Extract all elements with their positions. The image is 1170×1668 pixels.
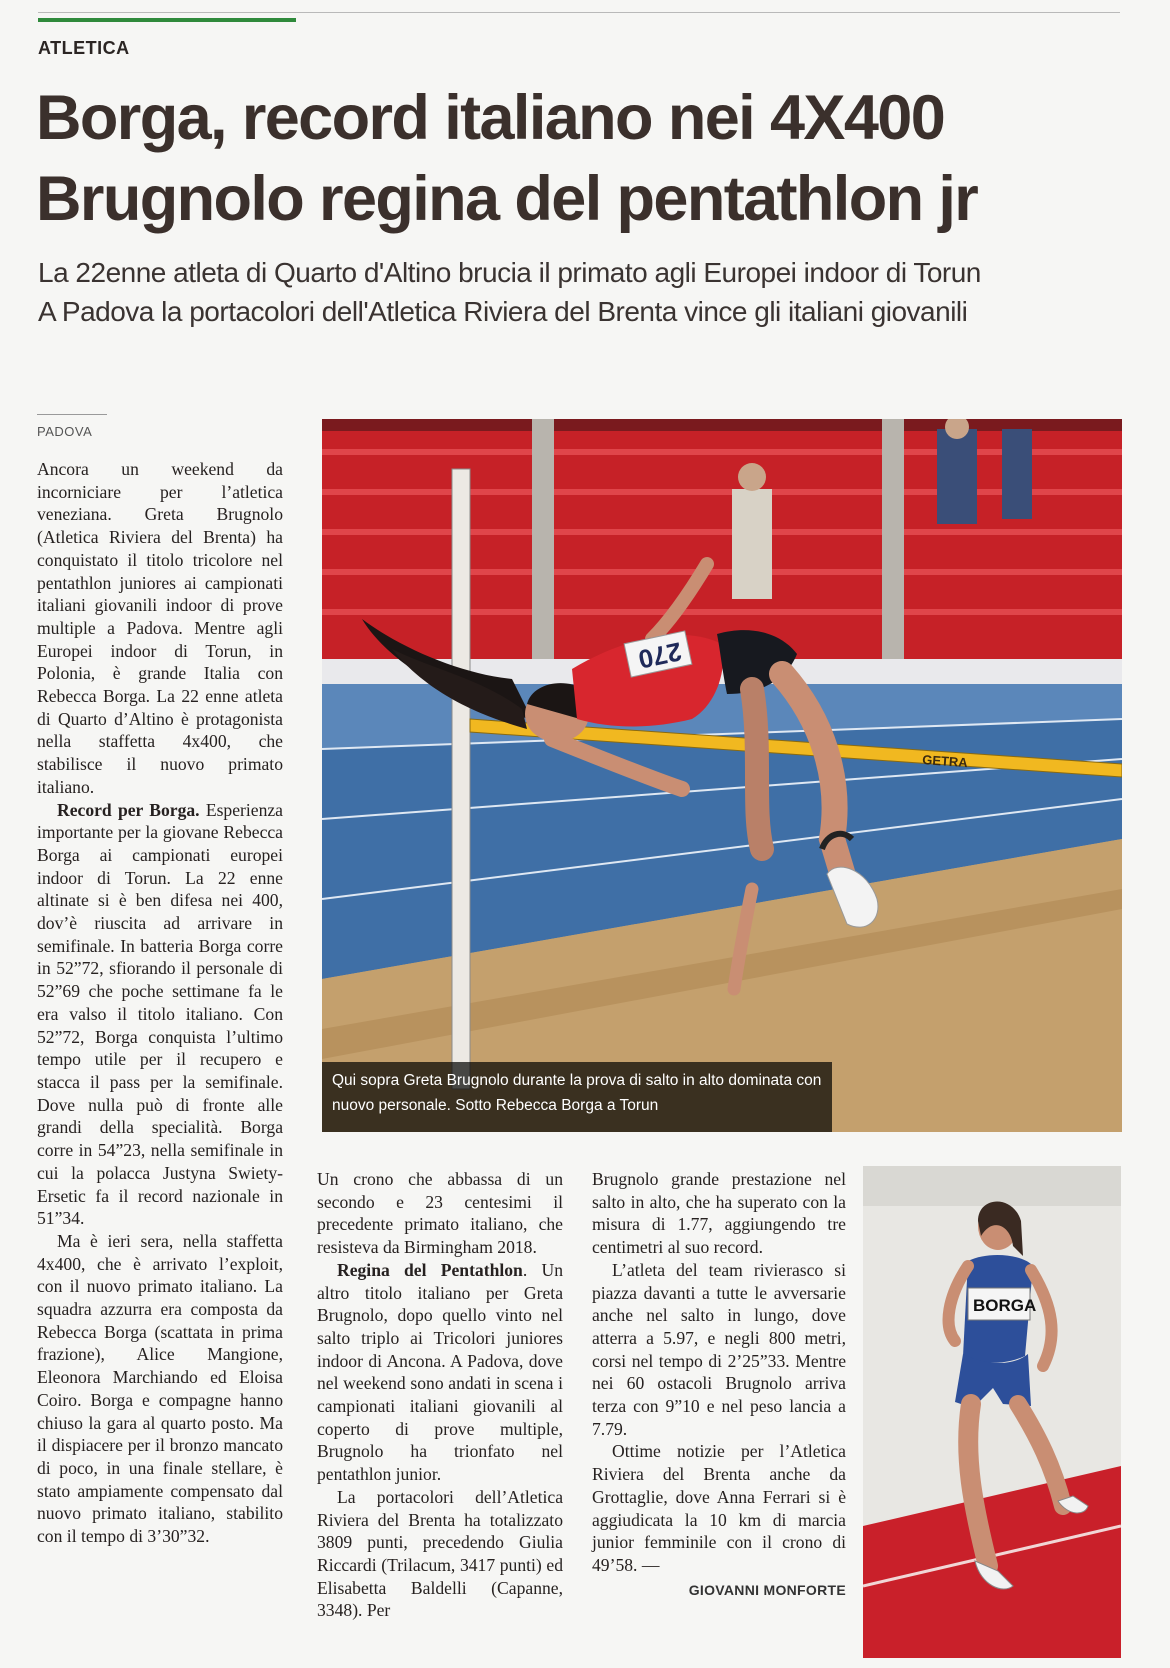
paragraph-text: . Un altro titolo italiano per Greta Brugnolo, dopo quello vinto nel salto triplo ai Tricolori juniores indoor di Ancona. A Padova, dove nel weekend sono andati in scena i campionati italiani giovanili al coperto di prove multiple, Brugnolo ha trionfato nel pentathlon junior.	[317, 1259, 563, 1485]
secondary-photo	[863, 1166, 1121, 1658]
crossbar-brand: GETRA	[921, 752, 969, 771]
subhead-lead: Regina del Pentathlon	[337, 1259, 523, 1280]
paragraph: Brugnolo grande prestazione nel salto in alto, che ha superato con la misura di 1.77, aggiungendo tre centimetri al suo record.	[592, 1169, 846, 1258]
runner-illustration	[863, 1166, 1121, 1658]
photo-caption: Qui sopra Greta Brugnolo durante la prova di salto in alto dominata con nuovo personale. Sotto Rebecca Borga a Torun	[322, 1062, 832, 1132]
paragraph: La portacolori dell’Atletica Riviera del Brenta ha totalizzato 3809 punti, precedendo Giulia Riccardi (Trilacum, 3417 punti) ed Elisabetta Baldelli (Capanne, 3348). Per	[317, 1486, 563, 1621]
article-column-3	[592, 1168, 846, 1648]
section-label: ATLETICA	[38, 38, 130, 58]
article-column-2	[317, 1168, 563, 1648]
subheadline	[38, 253, 1138, 331]
bib-number: 270	[635, 636, 685, 675]
high-jump-standard	[452, 469, 470, 1089]
subheadline-line-2: A Padova la portacolori dell'Atletica Riviera del Brenta vince gli italiani giovanili	[38, 296, 968, 327]
article-column-1	[37, 458, 283, 1658]
top-rule	[38, 12, 1120, 13]
main-photo	[322, 419, 1122, 1132]
headline-line-2: Brugnolo regina del pentathlon jr	[36, 164, 978, 234]
subhead-lead: Record per Borga.	[57, 799, 200, 820]
subheadline-line-1: La 22enne atleta di Quarto d'Altino brucia il primato agli Europei indoor di Torun	[38, 257, 981, 288]
high-jump-illustration	[322, 419, 1122, 1132]
paragraph: Un crono che abbassa di un secondo e 23 centesimi il precedente primato italiano, che resisteva da Birmingham 2018.	[317, 1169, 563, 1258]
paragraph: L’atleta del team rivierasco si piazza davanti a tutte le avversarie anche nel salto in lungo, dove atterra a 5.97, e negli 800 metri, corsi nel tempo di 2’25”33. Mentre nei 60 ostacoli Brugnolo arriva terza con 9”10 e nel peso lancia a 7.79.	[592, 1259, 846, 1439]
paragraph: Ottime notizie per l’Atletica Riviera del Brenta anche da Grottaglie, dove Anna Ferrari si è aggiudicata la 10 km di marcia junior femminile con il crono di 49’58. —	[592, 1441, 846, 1575]
dateline-rule	[37, 414, 107, 415]
paragraph: Ancora un weekend da incorniciare per l’atletica veneziana. Greta Brugnolo (Atletica Riviera del Brenta) ha conquistato il titolo tricolore nel pentathlon juniores ai campionati italiani giovanili indoor di prove multiple a Padova. Mentre agli Europei indoor di Torun, in Polonia, è grande Italia con Rebecca Borga. La 22 enne atleta di Quarto d’Altino è protagonista nella staffetta 4x400, che stabilisce il nuovo primato italiano.	[37, 459, 283, 797]
paragraph	[37, 799, 283, 1230]
section-accent-bar	[38, 18, 296, 22]
paragraph-text: Esperienza importante per la giovane Rebecca Borga ai campionati europei indoor di Torun. La 22 enne altinate si è ben difesa nei 400, dov’è riuscita ad arrivare in semifinale. In batteria Borga corre in 52”72, sfiorando il personale di 52”69 che poche settimane fa le era valso il titolo italiano. Con 52”72, Borga conquista l’ultimo tempo utile per il recupero e stacca il pass per la semifinale. Dove nulla può di fronte alle grandi della specialità. Borga corre in 54”23, nella semifinale in cui la polacca Justyna Swiety-Ersetic fa il record nazionale in 51”34.	[37, 799, 283, 1229]
headline	[36, 78, 1136, 240]
runner-bib-name: BORGA	[973, 1296, 1037, 1315]
dateline: PADOVA	[37, 424, 93, 439]
paragraph: Ma è ieri sera, nella staffetta 4x400, che è arrivato l’exploit, con il nuovo primato italiano. La squadra azzurra era composta da Rebecca Borga (scattata in prima frazione), Alice Mangione, Eleonora Marchiando ed Eloisa Coiro. Borga e compagne hanno chiuso la gara al quarto posto. Ma il dispiacere per il bronzo mancato di poco, in una finale stellare, è stato ampiamente compensato dal nuovo primato italiano, stabilito con il tempo di 3’30”32.	[37, 1230, 283, 1547]
byline: GIOVANNI MONFORTE	[688, 1581, 846, 1598]
headline-line-1: Borga, record italiano nei 4X400	[36, 83, 945, 153]
paragraph	[317, 1259, 563, 1486]
